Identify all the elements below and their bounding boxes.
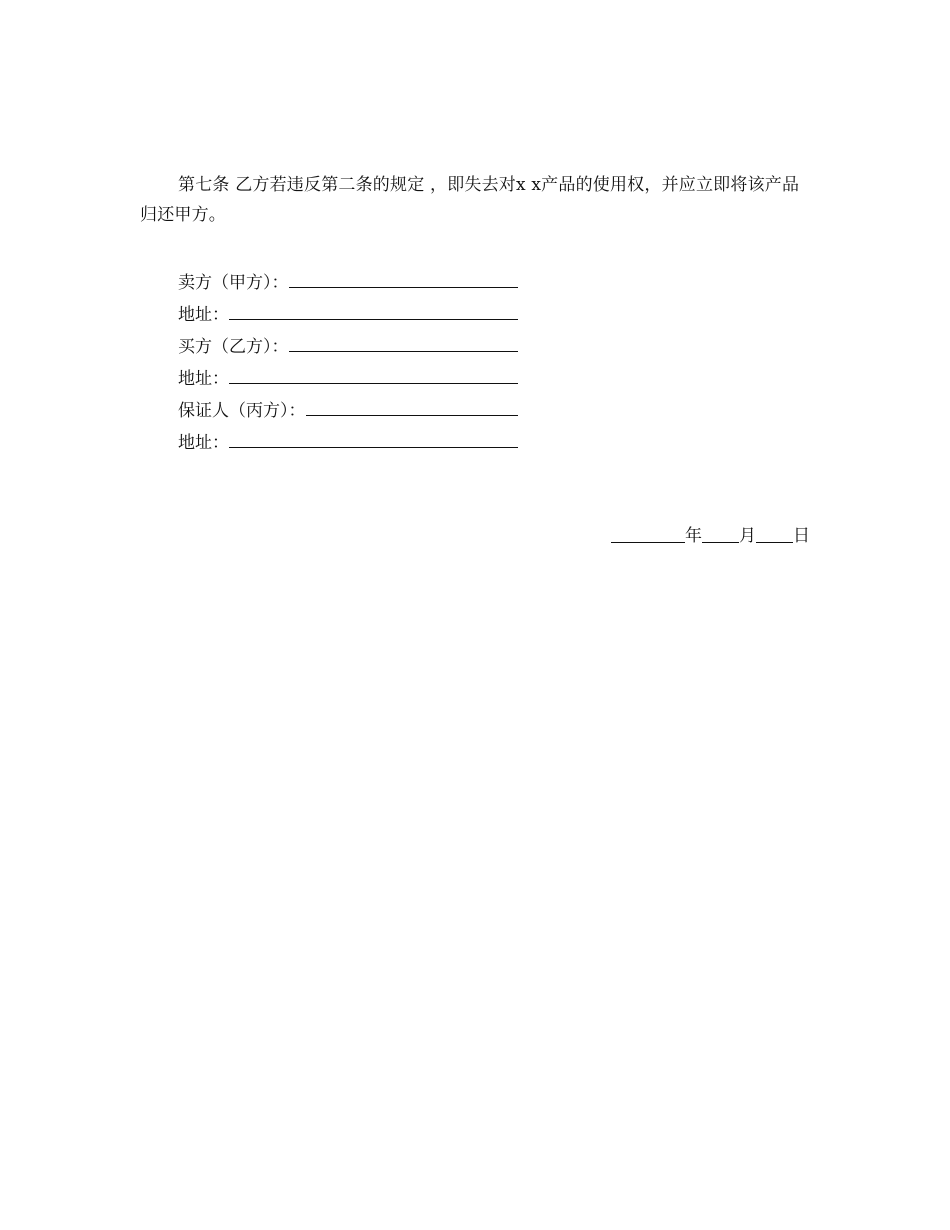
date-line bbox=[611, 520, 810, 550]
buyer-address-label: 地址： bbox=[178, 369, 229, 389]
seller-address-row bbox=[178, 297, 518, 329]
year-blank bbox=[611, 522, 685, 543]
guarantor-row bbox=[178, 393, 518, 425]
article-seven-paragraph: 第七条 乙方若违反第二条的规定 ，即失去对x x产品的使用权，并应立即将该产品归还甲方。 bbox=[140, 175, 800, 225]
seller-row bbox=[178, 265, 518, 297]
seller-address-label: 地址： bbox=[178, 305, 229, 325]
seller-signature-line bbox=[289, 265, 519, 288]
year-label: 年 bbox=[685, 526, 702, 546]
guarantor-address-row bbox=[178, 425, 518, 457]
guarantor-label: 保证人（丙方）： bbox=[178, 401, 306, 421]
buyer-address-line bbox=[229, 361, 518, 384]
month-blank bbox=[702, 522, 739, 543]
buyer-address-row bbox=[178, 361, 518, 393]
buyer-signature-line bbox=[289, 329, 519, 352]
seller-label: 卖方（甲方）： bbox=[178, 273, 289, 293]
buyer-label: 买方（乙方）： bbox=[178, 337, 289, 357]
guarantor-address-line bbox=[229, 425, 518, 448]
guarantor-signature-line bbox=[306, 393, 519, 416]
day-blank bbox=[756, 522, 793, 543]
day-label: 日 bbox=[793, 526, 810, 546]
buyer-row bbox=[178, 329, 518, 361]
seller-address-line bbox=[229, 297, 518, 320]
guarantor-address-label: 地址： bbox=[178, 433, 229, 453]
signature-block bbox=[178, 265, 518, 457]
month-label: 月 bbox=[739, 526, 756, 546]
